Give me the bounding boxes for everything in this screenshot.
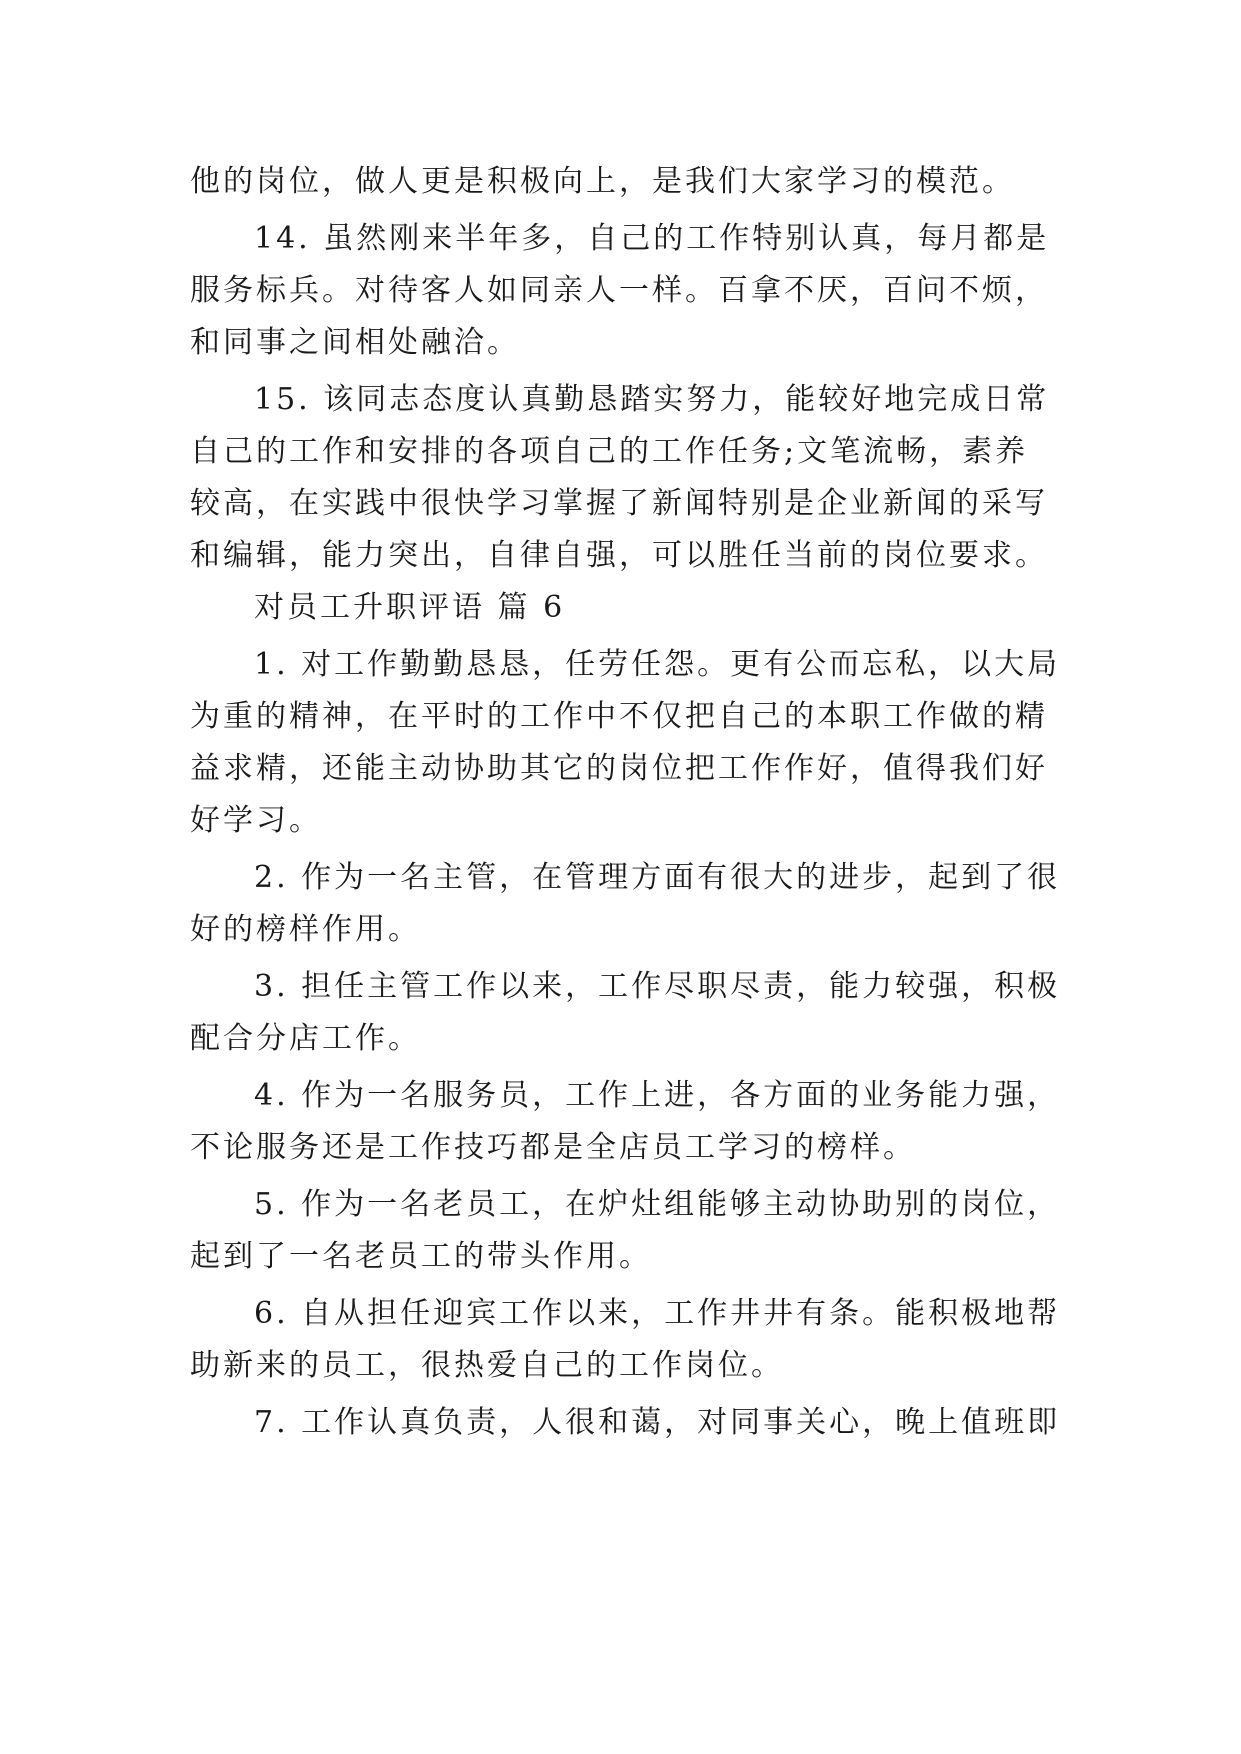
paragraph-line: 自己的工作和安排的各项自己的工作任务;文笔流畅，素养 [190,434,1029,469]
paragraph-line: 好学习。 [190,803,322,838]
paragraph-line: 2. 作为一名主管，在管理方面有很大的进步，起到了很 [254,860,1061,895]
section-heading: 对员工升职评语 篇 6 [254,590,566,625]
paragraph-line: 3. 担任主管工作以来，工作尽职尽责，能力较强，积极 [254,969,1061,1004]
document-body [190,156,1060,1449]
paragraph-line: 好的榜样作用。 [190,912,421,947]
paragraph-line: 1. 对工作勤勤恳恳，任劳任怨。更有公而忘私，以大局 [254,647,1061,682]
paragraph-line: 4. 作为一名服务员，工作上进，各方面的业务能力强， [254,1078,1061,1113]
paragraph-line: 为重的精神，在平时的工作中不仅把自己的本职工作做的精 [190,699,1048,734]
paragraph-line: 较高，在实践中很快学习掌握了新闻特别是企业新闻的采写 [190,486,1048,521]
paragraph-line: 6. 自从担任迎宾工作以来，工作井井有条。能积极地帮 [254,1296,1061,1331]
paragraph-line: 和同事之间相处融洽。 [190,325,520,360]
paragraph-line: 服务标兵。对待客人如同亲人一样。百拿不厌，百问不烦， [190,273,1048,308]
paragraph-line: 不论服务还是工作技巧都是全店员工学习的榜样。 [190,1130,916,1165]
paragraph-line: 7. 工作认真负责，人很和蔼，对同事关心，晚上值班即 [254,1405,1061,1440]
paragraph-line: 配合分店工作。 [190,1021,421,1056]
paragraph-line: 他的岗位，做人更是积极向上，是我们大家学习的模范。 [190,164,1015,199]
paragraph-line: 助新来的员工，很热爱自己的工作岗位。 [190,1348,784,1383]
paragraph-line: 和编辑，能力突出，自律自强，可以胜任当前的岗位要求。 [190,538,1048,573]
paragraph-line: 起到了一名老员工的带头作用。 [190,1239,652,1274]
paragraph-line: 5. 作为一名老员工，在炉灶组能够主动协助别的岗位， [254,1187,1061,1222]
paragraph-line: 益求精，还能主动协助其它的岗位把工作作好，值得我们好 [190,751,1048,786]
paragraph-line: 15. 该同志态度认真勤恳踏实努力，能较好地完成日常 [254,382,1050,417]
paragraph-line: 14. 虽然刚来半年多，自己的工作特别认真，每月都是 [254,221,1050,256]
